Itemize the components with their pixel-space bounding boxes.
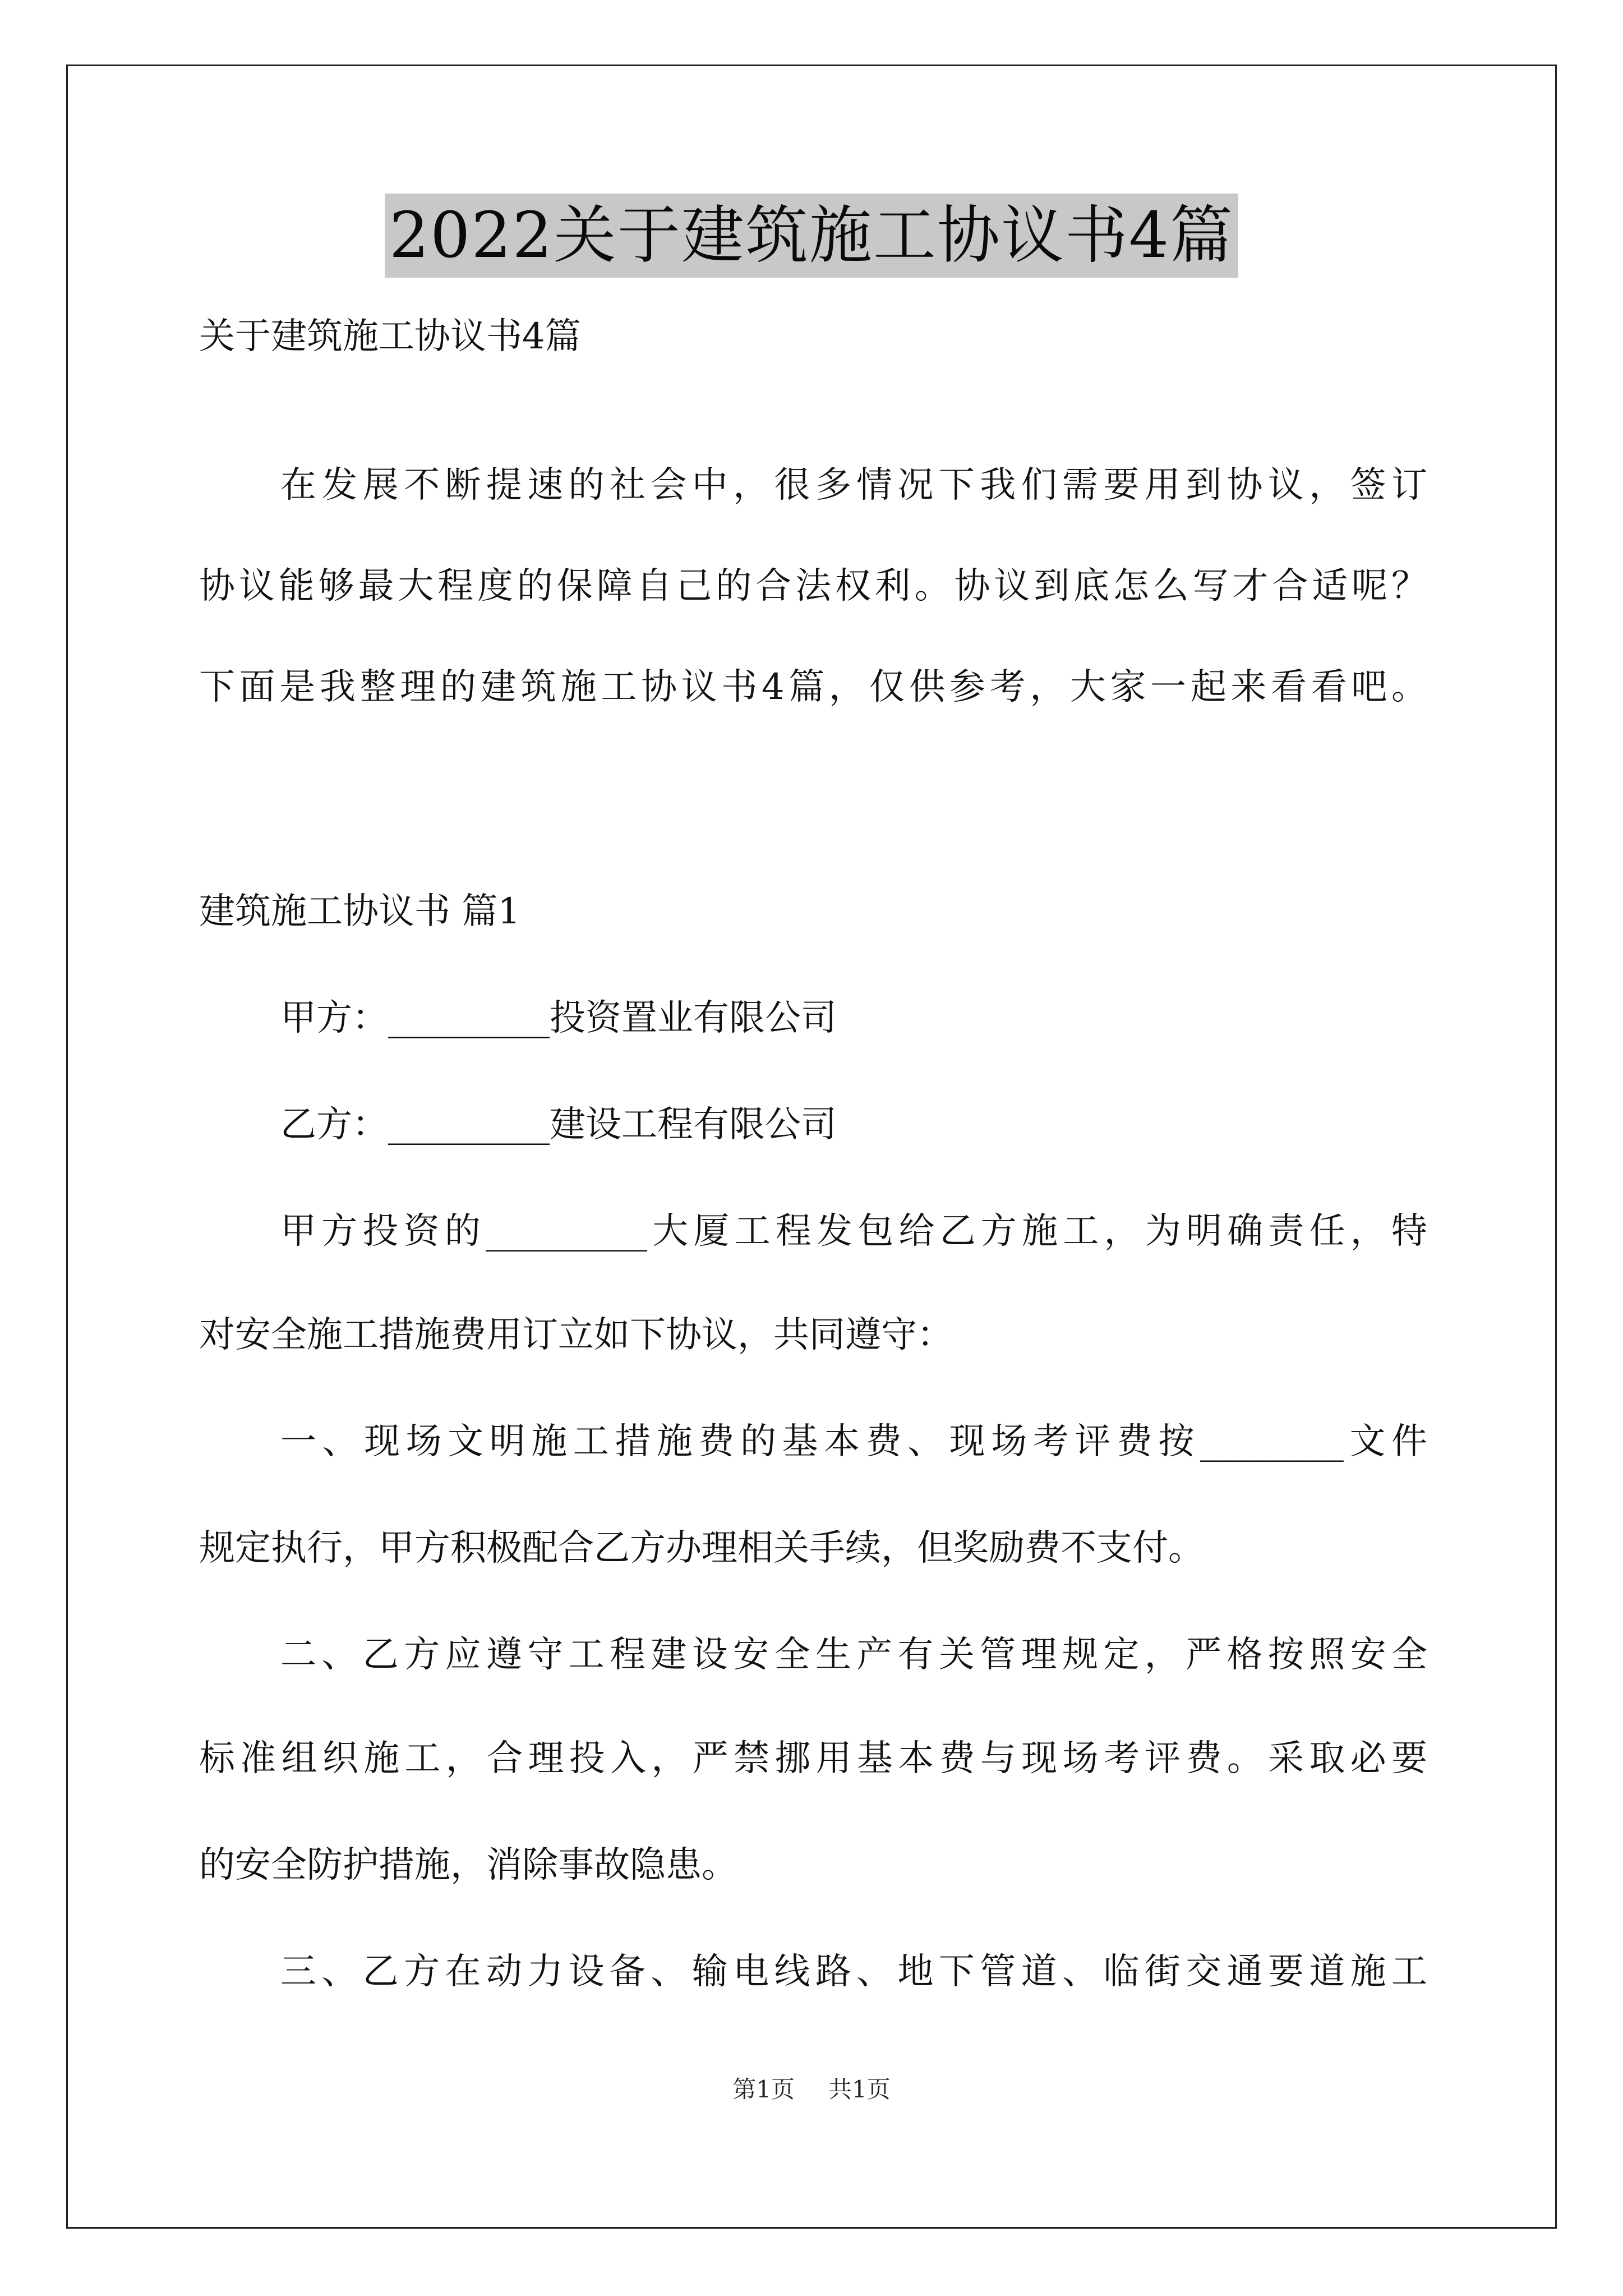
intro-line-1: 在发展不断提速的社会中，很多情况下我们需要用到协议，签订: [280, 464, 1427, 506]
body-line-3: 一、现场文明施工措施费的基本费、现场考评费按________文件: [280, 1421, 1427, 1462]
document-subtitle: 关于建筑施工协议书4篇: [199, 316, 581, 357]
document-title: 2022关于建筑施工协议书4篇: [385, 194, 1238, 278]
intro-line-2: 协议能够最大程度的保障自己的合法权利。协议到底怎么写才合适呢？: [199, 565, 1427, 607]
body-line-1: 甲方投资的_________大厦工程发包给乙方施工，为明确责任，特: [280, 1211, 1427, 1252]
body-line-4: 规定执行，甲方积极配合乙方办理相关手续，但奖励费不支付。: [199, 1527, 1204, 1569]
body-line-7: 的安全防护措施，消除事故隐患。: [199, 1844, 737, 1886]
body-line-5: 二、乙方应遵守工程建设安全生产有关管理规定，严格按照安全: [280, 1634, 1427, 1676]
section-heading: 建筑施工协议书 篇1: [199, 891, 521, 932]
body-line-2: 对安全施工措施费用订立如下协议，共同遵守：: [199, 1314, 953, 1356]
title-container: [0, 194, 1623, 278]
party-a-line: 甲方：_________投资置业有限公司: [280, 997, 837, 1039]
body-line-6: 标准组织施工，合理投入，严禁挪用基本费与现场考评费。采取必要: [199, 1738, 1427, 1779]
party-b-line: 乙方：_________建设工程有限公司: [280, 1104, 837, 1145]
footer-total-pages: 共1页: [828, 2076, 891, 2103]
intro-line-3: 下面是我整理的建筑施工协议书4篇，仅供参考，大家一起来看看吧。: [199, 666, 1427, 708]
body-line-8: 三、乙方在动力设备、输电线路、地下管道、临街交通要道施工: [280, 1951, 1427, 1993]
page-footer: [0, 2073, 1623, 2106]
footer-page-number: 第1页: [732, 2076, 795, 2103]
